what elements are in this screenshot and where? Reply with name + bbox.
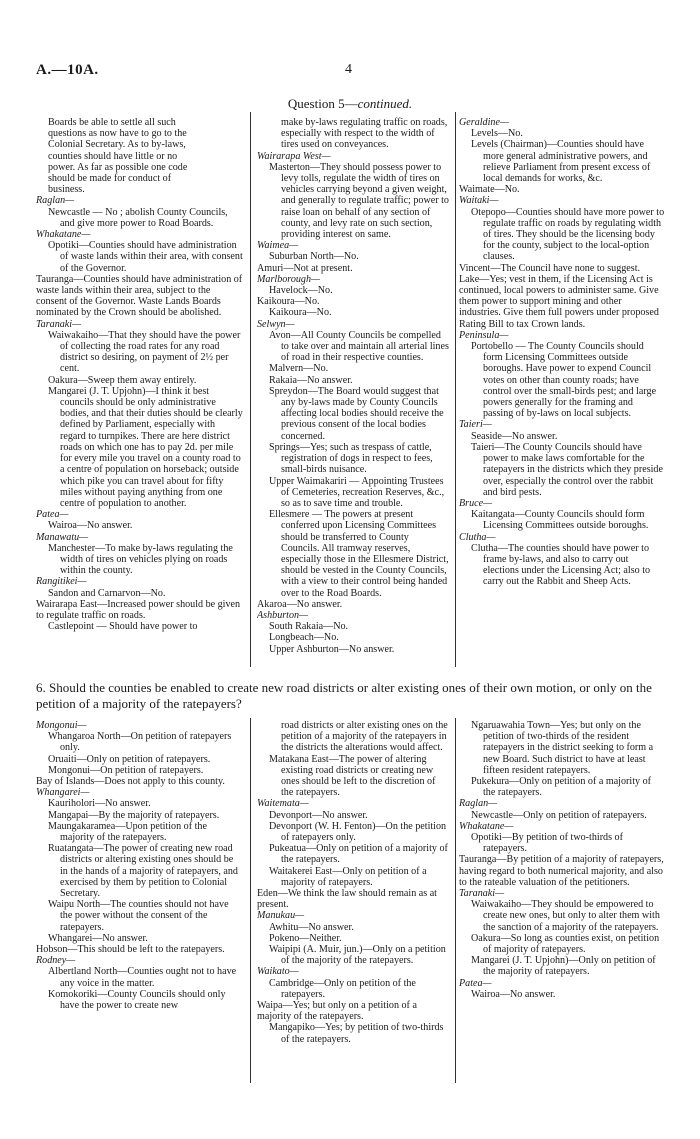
response-text: Awhitu—No answer. [269,921,354,933]
response-text: Tauranga—By petition of a majority of ratepayers, having regard to both numerical majority, and also to the rateable valuation of the petitioners. [459,854,664,888]
response-text: Kaikoura—No. [269,307,332,319]
response-text: Oakura—Sweep them away entirely. [48,374,197,386]
page-number: 4 [345,62,352,77]
county-heading: Patea— [36,509,69,521]
response-text: Akaroa—No answer. [257,598,343,610]
county-heading: Ashburton— [257,609,309,621]
response-text: Eden—We think the law should remain as at present. [257,888,437,911]
response-text: Maungakaramea—Upon petition of the majority of the ratepayers. [48,820,207,844]
q5-column-2 [257,117,449,669]
response-text: Newcastle — No ; abolish County Councils, and give more power to Road Boards. [48,206,228,229]
q6-column-2 [257,720,449,1085]
county-heading: Manawatu— [36,531,89,543]
response-text: Mangapai—By the majority of ratepayers. [48,809,220,821]
response-text: Waimate—No. [459,184,520,196]
county-heading: Waikato— [257,966,299,978]
response-text: Castlepoint — Should have power to [48,621,198,633]
q5-column-3 [459,117,665,669]
response-text: Mongonui—On petition of ratepayers. [48,764,204,776]
response-text: Taieri—The County Councils should have power to make laws comfortable for the ratepayers in the districts which they preside over, especially the control over the rabbit and bird pests. [471,441,663,498]
response-text: Sandon and Carnarvon—No. [48,587,166,599]
response-text: counties should have little or no [48,150,178,162]
response-text: Kaitangata—County Councils should form Licensing Committees outside boroughs. [471,509,649,532]
county-heading: Manukau— [257,910,305,922]
document-reference: A.—10A. [36,62,99,78]
response-text: Spreydon—The Board would suggest that any by-laws made by County Councils affecting local bodies should receive the previous consent of the local bodies concerned. [269,385,444,442]
county-heading: Waimea— [257,240,299,252]
response-text: Upper Ashburton—No answer. [269,643,395,655]
response-text: Pukekura—Only on petition of a majority of the ratepayers. [471,776,651,799]
response-text: Ngaruawahia Town—Yes; but only on the petition of two-thirds of the resident ratepayers in the district seeking to form a new Board. Such district to have at least fifteen resident ratepayers. [471,720,654,776]
response-text: Waiwakaiho—They should be empowered to create new ones, but only to alter them with the sanction of a majority of the ratepayers. [471,899,660,933]
response-text: Levels (Chairman)—Counties should have more general administrative powers, and relieve Parliament from present excess of local demands for works, &c. [471,139,651,185]
response-text: questions as now have to go to the [48,128,187,140]
column-divider [455,718,456,1083]
response-text: Longbeach—No. [269,632,339,644]
response-text: Whangarei—No answer. [48,932,148,944]
response-text: Upper Waimakariri — Appointing Trustees of Cemeteries, recreation Reserves, &c., so as to save time and trouble. [269,475,445,509]
response-text: Pokeno—Neither. [269,932,342,944]
response-text: Wairarapa East—Increased power should be given to regulate traffic on roads. [36,598,241,621]
response-text: Masterton—They should possess power to levy tolls, regulate the width of tires on vehicles carrying beyond a given weight, and generally to regulate traffic; power to raise loan on behalf of any section of county, and levy rate on such section, providing interest on same. [269,161,449,241]
response-text: Suburban North—No. [269,251,359,263]
response-text: Springs—Yes; such as trespass of cattle, registration of dogs in respect to fees, small-birds nuisance. [269,441,433,476]
response-text: Ruatangata—The power of creating new road districts or altering existing ones should be in the hands of a majority of ratepayers, and exercised by them by petition to Colonial Secretary. [48,843,238,900]
response-text: Komokoriki—County Councils should only have the power to create new [48,988,226,1012]
response-text: Waitakerei East—Only on petition of a majority of ratepayers. [269,865,427,888]
county-heading: Wairarapa West— [257,150,331,162]
response-text: Manchester—To make by-laws regulating the width of tires on vehicles plying on roads within the county. [48,542,233,577]
county-heading: Rodney— [36,955,76,967]
response-text: Pukeatua—Only on petition of a majority of the ratepayers. [269,843,448,866]
response-text: Newcastle—Only on petition of ratepayers. [471,809,647,821]
response-text: Opotiki—Counties should have administration of waste lands within their area, with consent of the Governor. [48,240,243,274]
response-text: South Rakaia—No. [269,621,349,633]
response-text: Avon—All County Councils be compelled to take over and maintain all arterial lines of road in their respective counties. [269,329,449,364]
response-text: Devonport (W. H. Fenton)—On the petition of ratepayers only. [269,820,447,844]
response-text: Kaikoura—No. [257,296,320,308]
response-text: Otepopo—Counties should have more power to regulate traffic on roads by regulating width of tires. They should be the licensing body for the county, subject to the local-option clauses. [471,206,665,263]
response-text: Bay of Islands—Does not apply to this county. [36,776,225,788]
county-heading: Taieri— [459,419,492,431]
county-heading: Selwyn— [257,318,295,330]
response-text: Mangarei (J. T. Upjohn)—I think it best councils should be only administrative bodies, and that their duties should be clearly defined by Parliament, especially with regard to turnpikes. There are here district roads on which one has to pay 2d. per mile for every mile you travel on a county road to a centre of population on horseback; outside which pike you can travel about for fifty miles without paying anything from one centre of population to another. [48,385,243,509]
section-title-text: Question 5— [287,96,358,111]
response-text: Mangapiko—Yes; by petition of two-thirds of the ratepayers. [269,1022,444,1045]
response-text: should be made for conduct of [48,173,172,185]
response-text: Lake—Yes; vest in them, if the Licensing Act is continued, local powers to administer same. Give them power to support mining and other industries. Give them full powers under proposed Rating Bill to tax Crown lands. [459,273,659,330]
response-text: Tauranga—Counties should have administration of waste lands within their area, subject to the consent of the Governor. Waste Lands Boards nominated by the Crown should be abolished. [36,273,243,319]
response-text: Waipipi (A. Muir, jun.)—Only on a petition of the majority of the ratepayers. [269,944,446,967]
response-text: Malvern—No. [269,363,329,375]
county-heading: Raglan— [36,195,75,207]
county-heading: Patea— [459,977,492,989]
response-text: make by-laws regulating traffic on roads, especially with respect to the width of tires used on conveyances. [281,117,448,151]
response-text: Amuri—Not at present. [257,262,353,274]
response-text: Rakaia—No answer. [269,374,353,386]
response-text: Albertland North—Counties ought not to have any voice in the matter. [48,966,237,989]
response-text: Whangaroa North—On petition of ratepayers only. [48,731,232,754]
response-text: Waipu North—The counties should not have the power without the consent of the ratepayers. [48,899,229,933]
county-heading: Clutha— [459,531,496,543]
q6-column-3 [459,720,665,1085]
county-heading: Waitaki— [459,195,499,207]
column-divider [455,112,456,667]
response-text: Boards be able to settle all such [48,117,176,128]
county-heading: Whakatane— [36,229,91,241]
response-text: Matakana East—The power of altering existing road districts or creating new ones should be left to the discretion of the ratepayers. [269,753,436,799]
county-heading: Taranaki— [459,888,505,900]
response-text: Portobello — The County Councils should form Licensing Committees outside boroughs. Have power to expend Council votes on other than county roads; have control over the small-birds pest; and large powers generally for the framing and passing of by-laws on local subjects. [471,341,657,420]
section-title [0,96,700,112]
county-heading: Raglan— [459,798,498,810]
response-text: business. [48,184,85,196]
response-text: Waiwakaiho—That they should have the power of collecting the road rates for any road district so desiring, on payment of 2½ per cent. [48,329,241,375]
response-text: Hobson—This should be left to the ratepayers. [36,944,225,956]
response-text: Colonial Secretary. As to by-laws, [48,139,186,151]
response-text: Havelock—No. [269,285,333,297]
response-text: Ellesmere — The powers at present conferred upon Licensing Committees should be transferred to County Councils. All tramway reserves, especially those in the Ellesmere District, should be vested in the County Councils, with a view to their control being handed over to the Road Boards. [269,509,449,599]
response-text: power. As far as possible one code [48,161,188,173]
county-heading: Peninsula— [459,329,509,341]
response-text: Opotiki—By petition of two-thirds of ratepayers. [471,832,623,855]
response-text: Cambridge—Only on petition of the ratepayers. [269,977,416,1000]
response-text: road districts or alter existing ones on the petition of a majority of the ratepayers in the districts the alterations would affect. [281,720,448,754]
q6-column-1 [36,720,243,1085]
response-text: Oruaiti—Only on petition of ratepayers. [48,753,211,765]
response-text: Seaside—No answer. [471,430,558,442]
county-heading: Whangarei— [36,787,90,799]
county-heading: Taranaki— [36,318,82,330]
county-heading: Geraldine— [459,117,509,128]
county-heading: Bruce— [459,497,493,509]
county-heading: Whakatane— [459,820,514,832]
response-text: Vincent—The Council have none to suggest. [459,262,641,274]
response-text: Wairoa—No answer. [48,520,133,532]
question-6-heading: 6. Should the counties be enabled to create new road districts or alter existing ones of their own motion, or only on the petition of a majority of the ratepayers? [36,680,652,711]
q5-column-1 [36,117,243,669]
county-heading: Waitemata— [257,798,309,810]
county-heading: Mongonui— [36,720,87,731]
section-title-continued: continued. [357,96,413,111]
response-text: Waipa—Yes; but only on a petition of a majority of the ratepayers. [257,1000,417,1023]
response-text: Oakura—So long as counties exist, on petition of majority of ratepayers. [471,932,660,956]
response-text: Devonport—No answer. [269,809,368,821]
response-text: Mangarei (J. T. Upjohn)—Only on petition of the majority of ratepayers. [471,955,656,978]
response-text: Kauriholori—No answer. [48,798,151,810]
county-heading: Rangitikei— [36,576,87,588]
column-divider [250,112,251,667]
response-text: Wairoa—No answer. [471,988,556,1000]
column-divider [250,718,251,1083]
county-heading: Marlborough— [257,273,320,285]
response-text: Levels—No. [471,128,523,140]
response-text: Clutha—The counties should have power to frame by-laws, and also to carry out elections under the Licensing Act; also to carry out the Rabbit and Sheep Acts. [471,542,651,588]
